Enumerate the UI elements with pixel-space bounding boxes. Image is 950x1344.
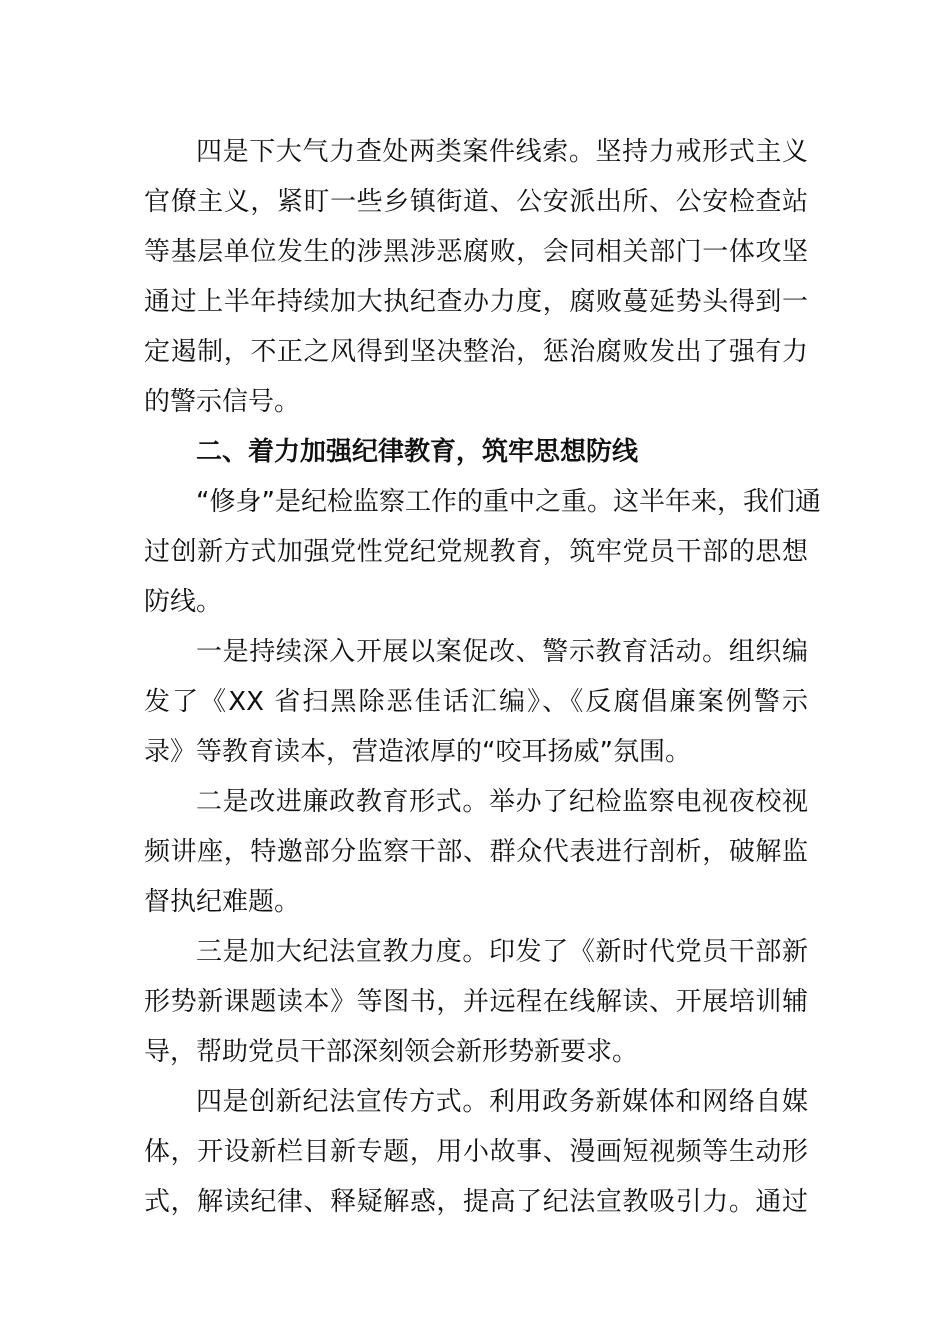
text-line: 四是下大气力查处两类案件线索。坚持力戒形式主义 bbox=[196, 137, 808, 167]
text-line: 录》等教育读本，营造浓厚的“咬耳扬威”氛围。 bbox=[144, 737, 691, 767]
text-line: 定遏制，不正之风得到坚决整治，惩治腐败发出了强有力 bbox=[144, 337, 808, 367]
text-line: 体，开设新栏目新专题，用小故事、漫画短视频等生动形 bbox=[144, 1137, 808, 1167]
paragraph-publicity-innovation bbox=[144, 1077, 808, 1227]
paragraph-self-cultivation bbox=[144, 477, 821, 627]
text-line: 通过上半年持续加大执纪查办力度，腐败蔓延势头得到一 bbox=[144, 287, 808, 317]
paragraph-law-publicity bbox=[144, 927, 808, 1077]
paragraph-integrity-education bbox=[144, 777, 808, 927]
text-line: 的警示信号。 bbox=[144, 387, 301, 417]
text-line: 官僚主义，紧盯一些乡镇街道、公安派出所、公安检查站 bbox=[144, 187, 808, 217]
text-line: 形势新课题读本》等图书，并远程在线解读、开展培训辅 bbox=[144, 987, 808, 1017]
text-line: 发了《XX 省扫黑除恶佳话汇编》、《反腐倡廉案例警示 bbox=[144, 687, 808, 717]
text-line: 频讲座，特邀部分监察干部、群众代表进行剖析，破解监 bbox=[144, 837, 808, 867]
text-line: “修身”是纪检监察工作的重中之重。这半年来，我们通 bbox=[196, 487, 821, 517]
text-line: 式，解读纪律、释疑解惑，提高了纪法宣教吸引力。通过 bbox=[144, 1187, 808, 1217]
text-line: 三是加大纪法宣教力度。印发了《新时代党员干部新 bbox=[196, 937, 808, 967]
text-line: 二是改进廉政教育形式。举办了纪检监察电视夜校视 bbox=[196, 787, 808, 817]
text-line: 过创新方式加强党性党纪党规教育，筑牢党员干部的思想 bbox=[144, 537, 808, 567]
text-line: 督执纪难题。 bbox=[144, 887, 301, 917]
document-body bbox=[144, 127, 821, 1227]
text-line: 防线。 bbox=[144, 587, 223, 617]
section-heading-text: 二、着力加强纪律教育，筑牢思想防线 bbox=[196, 437, 639, 467]
paragraph-warning-education bbox=[144, 627, 808, 777]
paragraph-case-investigation bbox=[144, 127, 808, 427]
text-line: 四是创新纪法宣传方式。利用政务新媒体和网络自媒 bbox=[196, 1087, 808, 1117]
text-line: 一是持续深入开展以案促改、警示教育活动。组织编 bbox=[196, 637, 808, 667]
text-line: 等基层单位发生的涉黑涉恶腐败，会同相关部门一体攻坚 bbox=[144, 237, 808, 267]
section-heading bbox=[144, 427, 808, 477]
text-line: 导，帮助党员干部深刻领会新形势新要求。 bbox=[144, 1037, 639, 1067]
